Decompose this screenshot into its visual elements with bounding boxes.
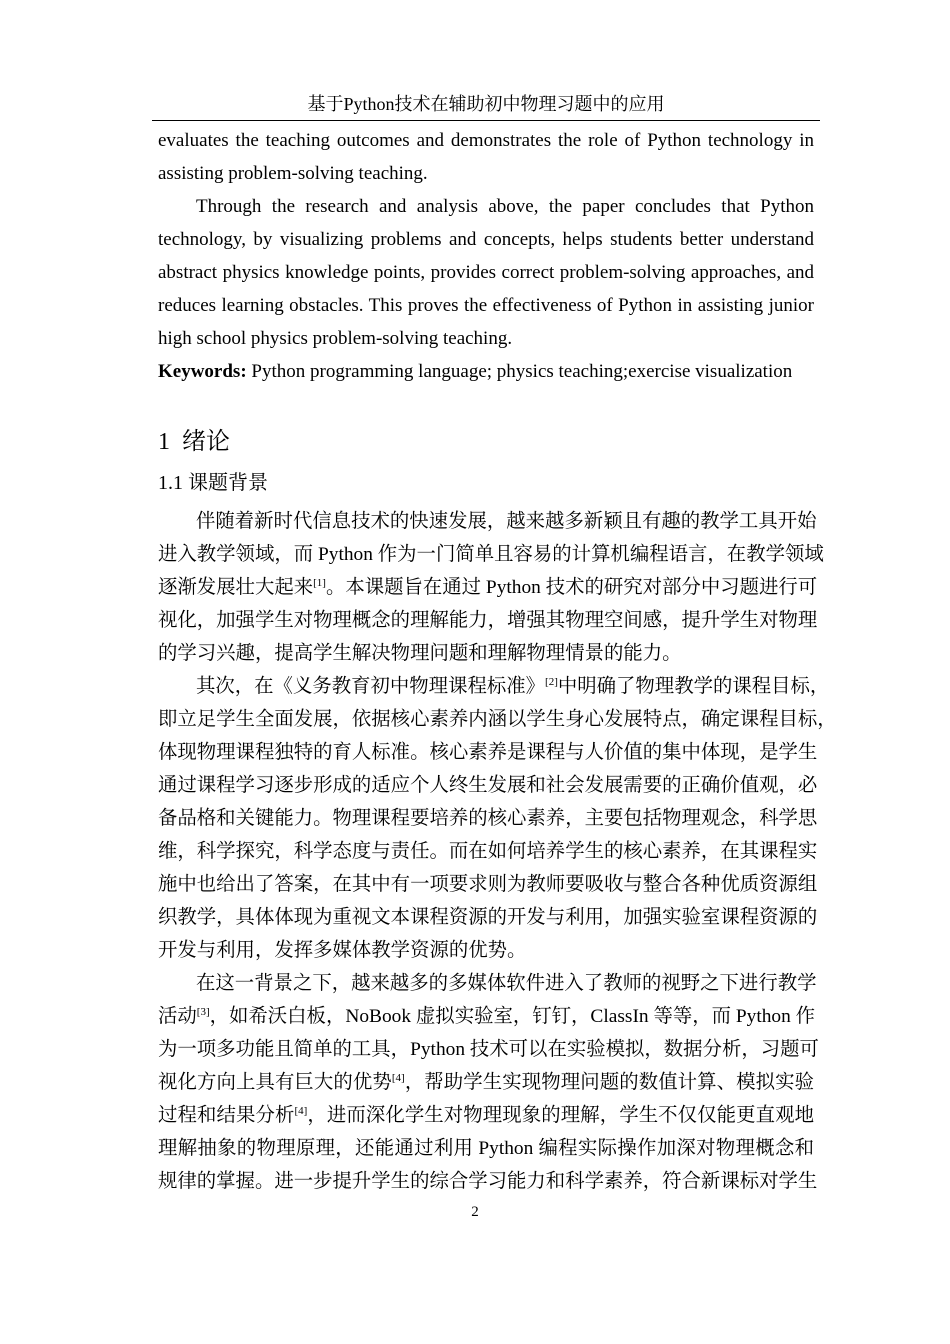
citation-ref: [4]: [294, 1105, 308, 1117]
text-line: [158, 604, 818, 637]
text-run: 其次，在《义务教育初中物理课程标准》: [196, 676, 546, 697]
text-run: 规律的掌握。进一步提升学生的综合学习能力和科学素养，符合新课标对学生: [158, 1171, 818, 1192]
text-line: [158, 538, 824, 571]
text-line: [158, 1000, 814, 1033]
text-run: 维，科学探究，科学态度与责任。而在如何培养学生的核心素养，在其课程实: [158, 841, 818, 862]
citation-ref: [4]: [391, 1072, 405, 1084]
text-line: [158, 256, 814, 289]
text-line: [158, 835, 818, 868]
text-line: [158, 289, 814, 322]
text-line: [158, 736, 818, 769]
running-header: 基于Python技术在辅助初中物理习题中的应用: [307, 94, 665, 114]
text-run: 即立足学生全面发展，依据核心素养内涵以学生身心发展特点，确定课程目标，: [158, 709, 837, 730]
text-run: 在这一背景之下，越来越多的多媒体软件进入了教师的视野之下进行教学: [196, 973, 817, 994]
text-run: 进入教学领域，而 Python 作为一门简单且容易的计算机编程语言，在教学领域: [158, 544, 824, 565]
text-line: [158, 322, 814, 355]
page-number: 2: [471, 1204, 479, 1220]
text-line: [158, 505, 817, 538]
body-text: [158, 505, 837, 1198]
text-line: [158, 967, 817, 1000]
text-line: [158, 1099, 814, 1132]
paragraph: [158, 505, 824, 670]
text-line: [158, 124, 814, 157]
page-body: [158, 124, 837, 1198]
text-run: 开发与利用，发挥多媒体教学资源的优势。: [158, 940, 527, 961]
text-run: 活动: [158, 1006, 197, 1027]
text-run: reduces learning obstacles. This proves the effectiveness of Python in assisting junior: [158, 295, 814, 316]
section-number: 1: [158, 429, 170, 455]
text-line: [158, 670, 830, 703]
text-run: 施中也给出了答案，在其中有一项要求则为教师要吸收与整合各种优质资源组: [158, 874, 818, 895]
text-line: [158, 223, 814, 256]
text-run: 逐渐发展壮大起来: [158, 577, 314, 598]
paragraph: [158, 670, 837, 967]
keywords-text: Python programming language; physics teaching;exercise visualization: [246, 361, 793, 382]
text-run: ，帮助学生实现物理问题的数值计算、模拟实验: [404, 1072, 815, 1093]
section-title: 绪论: [182, 429, 230, 455]
text-line: [158, 868, 818, 901]
text-run: 体现物理课程独特的育人标准。核心素养是课程与人价值的集中体现，是学生: [158, 742, 818, 763]
keywords-label: Keywords:: [158, 361, 247, 382]
text-line: [158, 1132, 814, 1165]
text-run: 通过课程学习逐步形成的适应个人终生发展和社会发展需要的正确价值观，必: [158, 775, 818, 796]
abstract-english: [158, 124, 814, 355]
text-run: 的学习兴趣，提高学生解决物理问题和理解物理情景的能力。: [158, 643, 682, 664]
text-run: 为一项多功能且简单的工具，Python 技术可以在实验模拟，数据分析，习题可: [158, 1039, 819, 1060]
subsection-heading: 1.1 课题背景: [158, 472, 268, 494]
citation-ref: [3]: [196, 1006, 210, 1018]
text-line: [158, 637, 814, 670]
text-line: [158, 571, 818, 604]
text-run: 过程和结果分析: [158, 1105, 295, 1126]
citation-ref: [1]: [313, 577, 326, 589]
text-run: 理解抽象的物理原理，还能通过利用 Python 编程实际操作加深对物理概念和: [158, 1138, 814, 1159]
text-line: [158, 934, 814, 967]
text-line: [158, 1033, 819, 1066]
section-heading: [158, 421, 814, 463]
text-run: 视化方向上具有巨大的优势: [158, 1072, 392, 1093]
text-line: [158, 157, 814, 190]
keywords-line: [158, 355, 814, 388]
text-line: [158, 1165, 818, 1198]
text-run: Through the research and analysis above, the paper concludes that Python: [196, 196, 814, 217]
paragraph: [158, 124, 814, 190]
text-run: 中明确了物理教学的课程目标，: [557, 676, 830, 697]
text-run: technology, by visualizing problems and concepts, helps students better understand: [158, 229, 814, 250]
text-run: ，如希沃白板，NoBook 虚拟实验室，钉钉，ClassIn 等等，而 Python 作: [209, 1006, 816, 1027]
text-line: [158, 703, 837, 736]
text-run: 视化，加强学生对物理概念的理解能力，增强其物理空间感，提升学生对物理: [158, 610, 818, 631]
citation-ref: [2]: [545, 676, 558, 688]
text-run: evaluates the teaching outcomes and demonstrates the role of Python technology in: [158, 130, 814, 151]
text-run: high school physics problem-solving teaching.: [158, 328, 513, 349]
text-run: 织教学，具体体现为重视文本课程资源的开发与利用，加强实验室课程资源的: [158, 907, 818, 928]
text-run: abstract physics knowledge points, provides correct problem-solving approaches, and: [158, 262, 814, 283]
text-line: [158, 769, 818, 802]
header-rule: [152, 120, 820, 121]
text-run: 伴随着新时代信息技术的快速发展，越来越多新颖且有趣的教学工具开始: [196, 511, 817, 532]
text-run: assisting problem-solving teaching.: [158, 163, 428, 184]
paragraph: [158, 967, 819, 1198]
text-line: [158, 190, 814, 223]
text-line: [158, 1066, 814, 1099]
text-line: [158, 901, 818, 934]
text-run: ，进而深化学生对物理现象的理解，学生不仅仅能更直观地: [307, 1105, 815, 1126]
text-run: 备品格和关键能力。物理课程要培养的核心素养，主要包括物理观念，科学思: [158, 808, 818, 829]
text-run: 。本课题旨在通过 Python 技术的研究对部分中习题进行可: [325, 577, 818, 598]
paragraph: [158, 190, 814, 355]
text-line: [158, 802, 818, 835]
